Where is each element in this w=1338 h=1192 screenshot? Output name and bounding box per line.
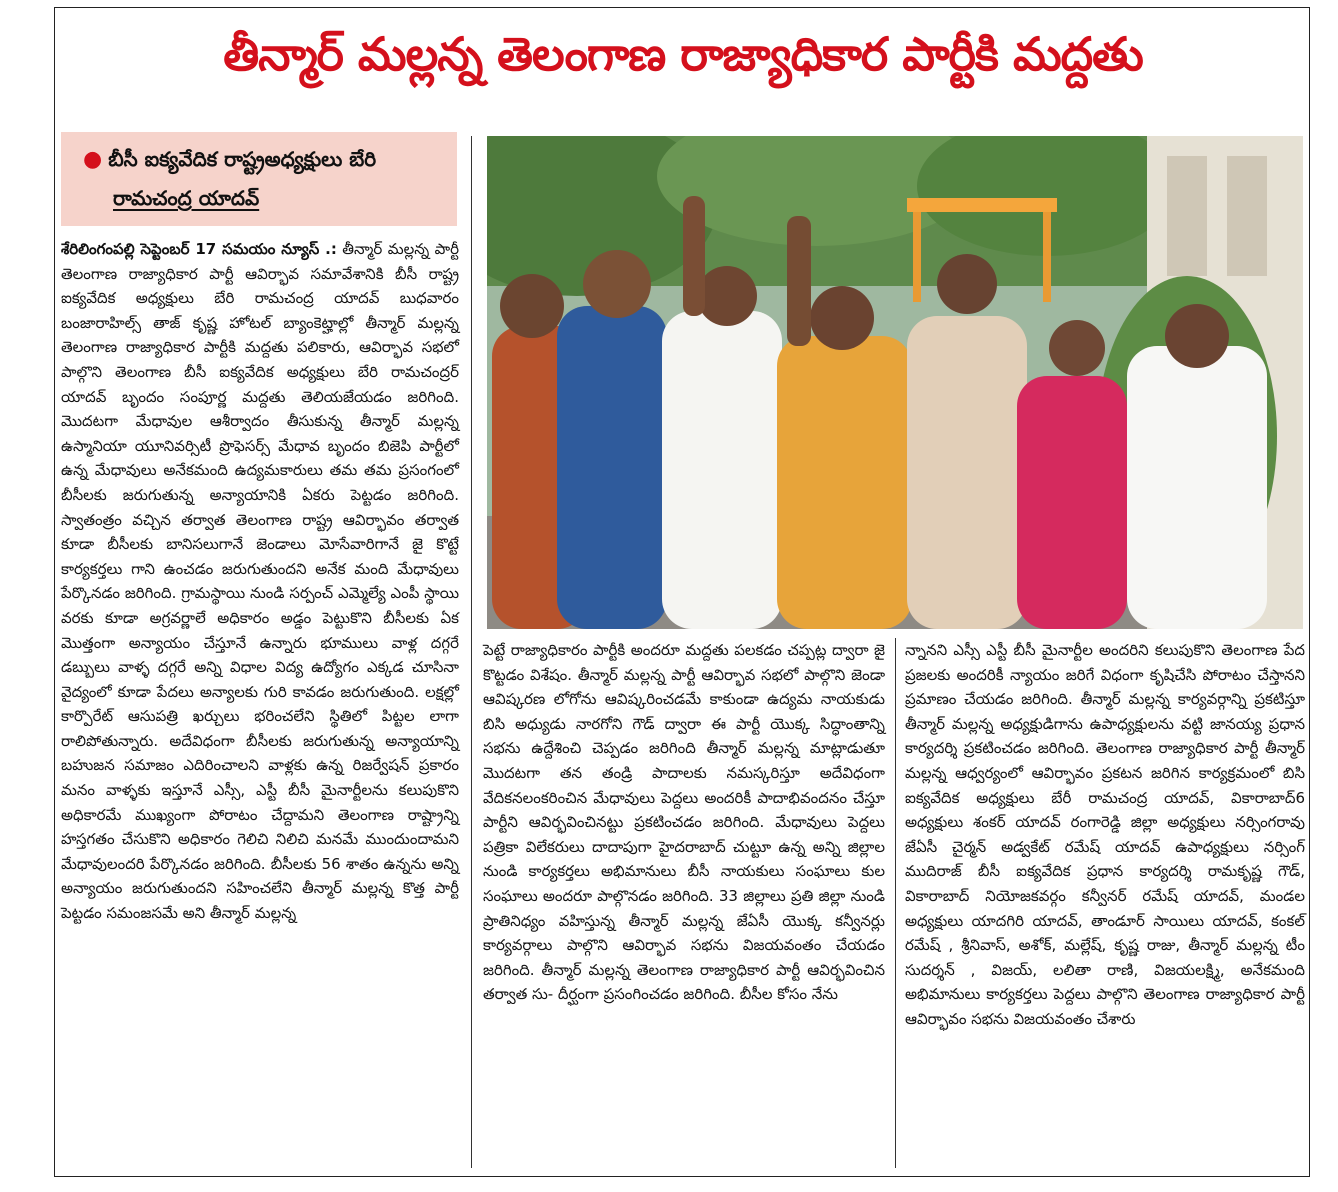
column-divider-2 [895, 638, 896, 1168]
article-column-1 [61, 237, 459, 926]
column-divider-1 [471, 136, 472, 1168]
subheading-line-1 [83, 140, 443, 179]
article-column-3 [905, 638, 1305, 1032]
subheading-line-2: రామచంద్ర యాదవ్ [113, 186, 260, 210]
newspaper-clipping [54, 7, 1310, 1177]
column-2-text: పెట్టే రాజ్యాధికారం పార్టీకి అందరూ మద్దతు పలకడం చప్పట్ల ద్వారా జై కొట్టడం విశేషం. తీన్మార్ మల్లన్న పార్టీ ఆవిర్భావ సభలో పాల్గొని జెండా ఆవిష్కరణ లోగోను ఆవిష్కరించడమే కాకుండా ఉద్యమ నాయకుడు బిసి అధ్యుడు నారగోని గౌడ్ ద్వారా ఈ పార్టీ యొక్క సిద్ధాంతాన్ని సభను ఉద్దేశించి చెప్పడం జరిగింది తీన్మార్ మల్లన్న మాట్లాడుతూ మొదటగా తన తండ్రి పాదాలకు నమస్కరిస్తూ అదేవిధంగా వేదికనలంకరించిన మేధావులు పెద్దలు అందరికీ పాదాభివందనం చేస్తూ పార్టీని ఆవిర్భవించినట్టు ప్రకటించడం జరిగింది. మేధావులు పెద్దలు పత్రికా విలేకరులు దాదాపుగా హైదరాబాద్ చుట్టూ ఉన్న అన్ని జిల్లాల నుండి కార్యకర్తలు అభిమానులు బీసీ నాయకులు సంఘాలు కుల సంఘాలు అందరూ పాల్గొనడం జరిగింది. 33 జిల్లాలు ప్రతి జిల్లా నుండి ప్రాతినిధ్యం వహిస్తున్న తీన్మార్ మల్లన్న జేఏసీ యొక్క కన్వీనర్లు కార్యవర్గాలు పాల్గొని ఆవిర్భావ సభను విజయవంతం చేయడం జరిగింది. తీన్మార్ మల్లన్న తెలంగాణ రాజ్యాధికార పార్టీ ఆవిర్భవించిన తర్వాత సు- దీర్ఘంగా ప్రసంగించడం జరిగింది. బీసీల కోసం నేను [483, 641, 885, 1004]
column-1-text: తీన్మార్ మల్లన్న పార్టీ తెలంగాణ రాజ్యాధికార పార్టీ ఆవిర్భావ సమావేశానికి బీసీ రాష్ట్ర ఐక్యవేదిక అధ్యక్షులు బేరి రామచంద్ర యాదవ్ బుధవారం బంజారాహిల్స్ తాజ్ కృష్ణ హోటల్ బ్యాంకెట్హాల్లో తీన్మార్ మల్లన్న తెలంగాణ రాజ్యాధికార పార్టీకి మద్దతు పలికారు, ఆవిర్భావ సభలో పాల్గొని తెలంగాణ బీసీ ఐక్యవేదిక అధ్యక్షులు బేరి రామచంద్రర్ యాదవ్ బృందం సంపూర్ణ మద్దతు తెలియజేయడం జరిగింది. మొదటగా మేధావుల ఆశీర్వాదం తీసుకున్న తీన్మార్ మల్లన్న ఉస్మానియా యూనివర్సిటీ ప్రొఫెసర్స్ మేధావ బృందం బిజెపి పార్టీలో ఉన్న మేధావులు అనేకమంది ఉద్యమకారులు తమ తమ ప్రసంగంలో బీసీలకు జరుగుతున్న అన్యాయానికి ఏకరు పెట్టడం జరిగింది. స్వాతంత్రం వచ్చిన తర్వాత తెలంగాణ రాష్ట్ర ఆవిర్భావం తర్వాత కూడా బీసీలకు బానిసలుగానే జెండాలు మోసేవారిగానే జై కొట్టే కార్యకర్తలు గాని ఉంచడం జరుగుతుందని అనేక మంది మేధావులు పేర్కొనడం జరిగింది. గ్రామస్థాయి నుండి సర్పంచ్ ఎమ్మెల్యే ఎంపీ స్థాయి వరకు కూడా అగ్రవర్ణాలే అధికారం అడ్డం పెట్టుకొని బీసీలకు ఏక మొత్తంగా అన్యాయం చేస్తూనే ఉన్నారు భూములు వాళ్ల దగ్గరే డబ్బులు వాళ్ళ దగ్గరే అన్ని విధాల విద్య ఉద్యోగం ఎక్కడ చూసినా వైద్యంలో కూడా పేదలు అన్యాలకు గురి కావడం జరుగుతుంది. లక్షల్లో కార్పొరేట్ ఆసుపత్రి ఖర్చులు భరించలేని స్థితిలో పిట్టల లాగా రాలిపోతున్నారు. అదేవిధంగా బీసీలకు జరుగుతున్న అన్యాయాన్ని బహుజన సమాజం ఎదిరించాలని వాళ్లకు ఉన్న రిజర్వేషన్ ప్రకారం మనం వాళ్ళకు ఇస్తూనే ఎస్సీ, ఎస్టీ బీసీ మైనార్టీలను కలుపుకొని అధికారమే ముఖ్యంగా పోరాటం చేద్దామని తెలంగాణ రాష్ట్రాన్ని హస్తగతం చేసుకొని అధికారం గెలిచి నిలిచి మనమే ముందుందామని మేధావులందరి పేర్కొనడం జరిగింది. బీసీలకు 56 శాతం ఉన్నను అన్ని అన్యాయం జరుగుతుందని సహించలేని తీన్మార్ మల్లన్న కొత్త పార్టీ పెట్టడం సమంజసమే అని తీన్మార్ మల్లన్న [61, 240, 459, 923]
headline: తీన్మార్ మల్లన్న తెలంగాణ రాజ్యాధికార పార్టీకి మద్దతు [223, 27, 1143, 81]
article-column-2 [483, 638, 885, 1007]
news-photo [487, 136, 1303, 629]
bullet-icon: ● [83, 147, 103, 172]
column-3-text: న్నానని ఎస్సీ ఎస్టీ బీసీ మైనార్టీల అందరిని కలుపుకొని తెలంగాణ పేద ప్రజలకు అందరికీ న్యాయం జరిగే విధంగా కృషిచేసి పోరాటం చేస్తానని ప్రమాణం చేయడం జరిగింది. తీన్మార్ మల్లన్న కార్యవర్గాన్ని ప్రకటిస్తూ తీన్మార్ మల్లన్న అధ్యక్షుడిగాను ఉపాధ్యక్షులను వట్టి జానయ్య ప్రధాన కార్యదర్శి ప్రకటించడం జరిగింది. తెలంగాణ రాజ్యాధికార పార్టీ తీన్మార్ మల్లన్న ఆధ్వర్యంలో ఆవిర్భావం ప్రకటన జరిగిన కార్యక్రమంలో బిసి ఐక్యవేదిక అధ్యక్షులు బేరీ రామచంద్ర యాదవ్, వికారాబాద్6 అధ్యక్షులు శంకర్ యాదవ్ రంగారెడ్డి జిల్లా అధ్యక్షులు నర్సింగరావు జేఏసీ చైర్మన్ అడ్వకేట్ రమేష్ యాదవ్ ఉపాధ్యక్షులు నర్సింగ్ ముదిరాజ్ బీసీ ఐక్యవేదిక ప్రధాన కార్యదర్శి రామకృష్ణ గౌడ్, వికారాబాద్ నియోజకవర్గం కన్వీనర్ రమేష్ యాదవ్, మండల అధ్యక్షులు యాదగిరి యాదవ్, తాండూర్ సాయిలు యాదవ్, కంకల్ రమేష్ , శ్రీనివాస్, అశోక్, మల్లేష్, కృష్ణ రాజు, తీన్మార్ మల్లన్న టీం సుదర్శన్ , విజయ్, లలితా రాణి, విజయలక్ష్మి, అనేకమంది అభిమానులు కార్యకర్తలు పెద్దలు పాల్గొని తెలంగాణ రాజ్యాధికార పార్టీ ఆవిర్భావం సభను విజయవంతం చేశారు [905, 641, 1305, 1028]
subheading-box [61, 132, 457, 226]
subheading-text-1: బీసీ ఐక్యవేదిక రాష్ట్రఅధ్యక్షులు బేరి [108, 147, 377, 171]
group-photo-illustration [487, 136, 1303, 629]
dateline: శేరిలింగంపల్లి సెప్టెంబర్ 17 సమయం న్యూస్ .: [61, 240, 337, 258]
